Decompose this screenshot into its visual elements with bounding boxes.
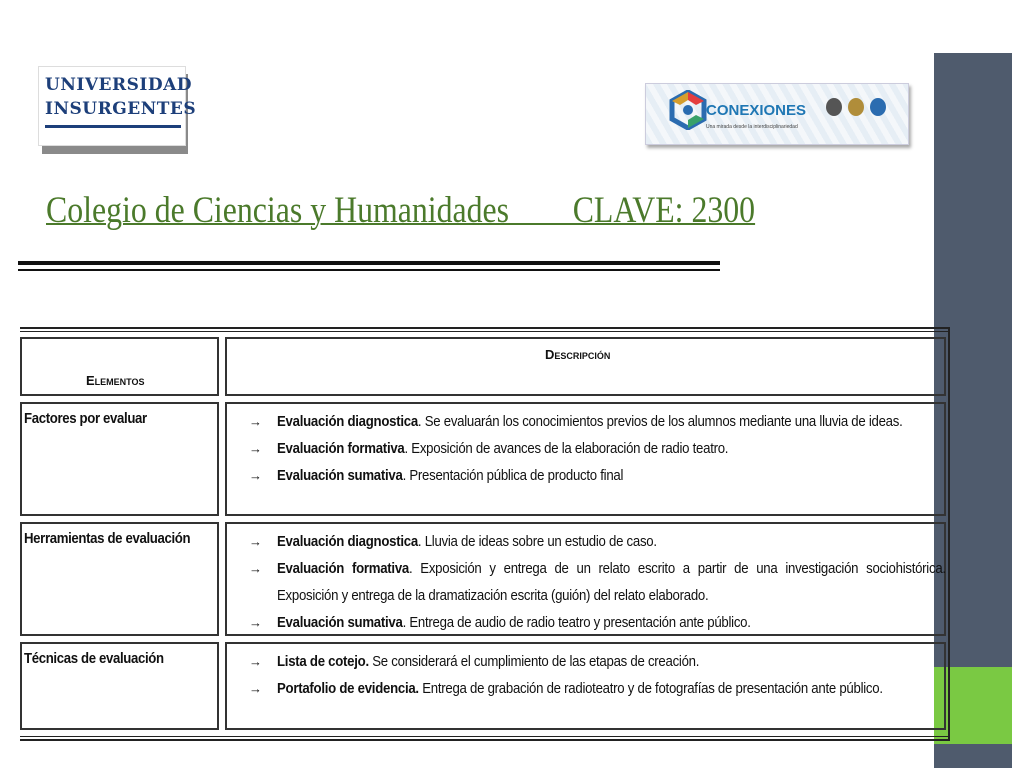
row-label: Técnicas de evaluación: [24, 650, 164, 667]
row-description-cell: [225, 522, 946, 636]
list-item: [249, 408, 945, 435]
list-item: [249, 675, 945, 702]
arrow-bullet-icon: →: [249, 654, 262, 669]
table-border-bottom-inner: [20, 736, 950, 737]
unam-seal-icon: [826, 98, 842, 116]
row-label-cell: [20, 642, 219, 730]
arrow-bullet-icon: →: [249, 681, 262, 696]
conexiones-banner: [645, 83, 909, 145]
row-description-cell: [225, 642, 946, 730]
list-item: [249, 555, 945, 609]
arrow-bullet-icon: →: [249, 615, 262, 630]
list-item: [249, 648, 945, 675]
title-rule-thick: [18, 261, 720, 265]
row-label-cell: [20, 402, 219, 516]
page-title: Colegio de Ciencias y Humanidades CLAVE: 2300: [46, 190, 756, 231]
logo-text-line1: UNIVERSIDAD: [45, 75, 192, 95]
item-text: . Exposición y entrega de un relato escrito a partir de una investigación sociohistórica. Exposición y entrega de la dramatización escrita (guión) del relato elaborado.: [277, 560, 946, 604]
item-text: Entrega de grabación de radioteatro y de fotografías de presentación ante público.: [418, 680, 883, 697]
item-heading: Lista de cotejo.: [277, 653, 369, 670]
arrow-bullet-icon: →: [249, 414, 262, 429]
column-header-elementos: Elementos: [86, 373, 145, 388]
conexiones-brand: CONEXIONES: [706, 102, 807, 119]
description-list: [249, 408, 945, 489]
description-list: [249, 648, 945, 702]
row-label-cell: [20, 522, 219, 636]
list-item: [249, 528, 945, 555]
institution-seal-icon: [870, 98, 886, 116]
table-border-top: [20, 327, 950, 329]
item-text: . Entrega de audio de radio teatro y presentación ante público.: [402, 614, 751, 631]
row-label: Herramientas de evaluación: [24, 530, 191, 547]
item-heading: Evaluación formativa: [277, 440, 405, 457]
arrow-bullet-icon: →: [249, 441, 262, 456]
university-logo: [38, 66, 197, 154]
item-heading: Evaluación formativa: [277, 560, 409, 577]
item-text: . Se evaluarán los conocimientos previos de los alumnos mediante una lluvia de ideas.: [417, 413, 903, 430]
item-heading: Evaluación sumativa: [277, 467, 403, 484]
description-list: [249, 528, 945, 636]
title-rule-thin: [18, 269, 720, 271]
item-heading: Evaluación diagnostica: [277, 533, 418, 550]
conexiones-tagline: Una mirada desde la interdisciplinariedad: [706, 124, 798, 130]
table-border-top-inner: [20, 331, 950, 332]
item-heading: Evaluación sumativa: [277, 614, 403, 631]
row-description-cell: [225, 402, 946, 516]
item-text: . Lluvia de ideas sobre un estudio de caso.: [417, 533, 657, 550]
list-item: [249, 609, 945, 636]
anniversary-seal-icon: [848, 98, 864, 116]
partner-logos: [826, 98, 886, 116]
item-text: Se considerará el cumplimiento de las etapas de creación.: [368, 653, 700, 670]
list-item: [249, 462, 945, 489]
logo-underline: [45, 125, 181, 128]
row-label: Factores por evaluar: [24, 410, 147, 427]
conexiones-hex-icon: [668, 90, 708, 130]
arrow-bullet-icon: →: [249, 561, 262, 576]
item-text: . Presentación pública de producto final: [402, 467, 624, 484]
arrow-bullet-icon: →: [249, 534, 262, 549]
item-text: . Exposición de avances de la elaboración de radio teatro.: [404, 440, 729, 457]
arrow-bullet-icon: →: [249, 468, 262, 483]
table-border-bottom: [20, 739, 950, 741]
header-cell-elementos: [20, 337, 219, 396]
logo-text-line2: INSURGENTES: [45, 99, 197, 119]
header-cell-descripcion: [225, 337, 946, 396]
logo-plate: [38, 66, 197, 146]
item-heading: Portafolio de evidencia.: [277, 680, 419, 697]
column-header-descripcion: Descripción: [545, 347, 611, 362]
item-heading: Evaluación diagnostica: [277, 413, 418, 430]
list-item: [249, 435, 945, 462]
